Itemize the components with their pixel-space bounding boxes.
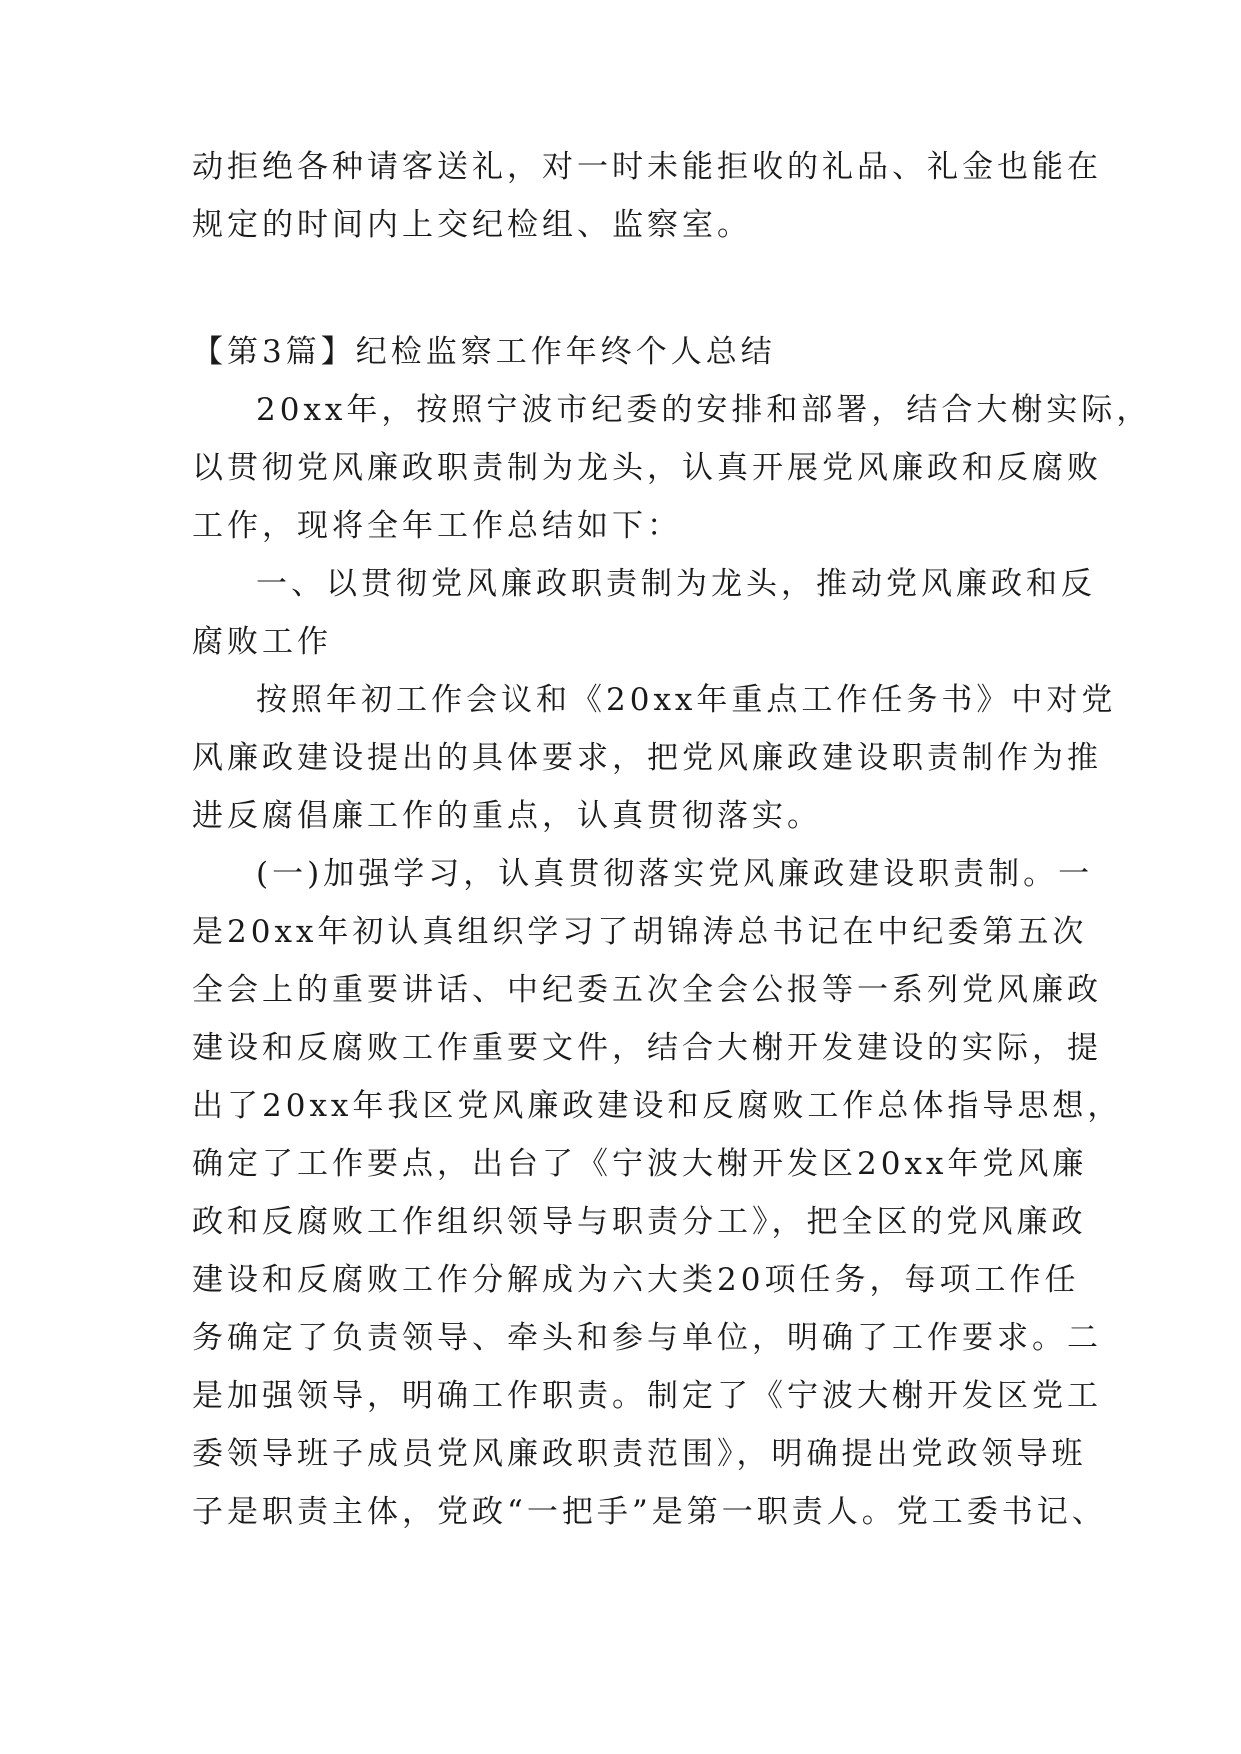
- paragraph-line: 规定的时间内上交纪检组、监察室。: [192, 207, 752, 243]
- subheading-line: 腐败工作: [192, 624, 332, 660]
- paragraph-line: 全会上的重要讲话、中纪委五次全会公报等一系列党风廉政: [192, 972, 1102, 1008]
- paragraph-line: 政和反腐败工作组织领导与职责分工》，把全区的党风廉政: [192, 1204, 1087, 1240]
- paragraph-line: (一)加强学习，认真贯彻落实党风廉政建设职责制。一: [256, 856, 1094, 892]
- paragraph-line: 是加强领导，明确工作职责。制定了《宁波大榭开发区党工: [192, 1378, 1102, 1414]
- paragraph-line: 出了20xx年我区党风廉政建设和反腐败工作总体指导思想，: [192, 1088, 1123, 1124]
- paragraph-line: 是20xx年初认真组织学习了胡锦涛总书记在中纪委第五次: [192, 914, 1088, 950]
- paragraph-line: 工作，现将全年工作总结如下：: [192, 508, 682, 544]
- paragraph-line: 风廉政建设提出的具体要求，把党风廉政建设职责制作为推: [192, 740, 1102, 776]
- paragraph-line: 建设和反腐败工作分解成为六大类20项任务，每项工作任: [192, 1262, 1080, 1298]
- paragraph-line: 动拒绝各种请客送礼，对一时未能拒收的礼品、礼金也能在: [192, 149, 1102, 185]
- paragraph-line: 进反腐倡廉工作的重点，认真贯彻落实。: [192, 798, 822, 834]
- subheading-line: 一、以贯彻党风廉政职责制为龙头，推动党风廉政和反: [256, 566, 1096, 602]
- paragraph-line: 建设和反腐败工作重要文件，结合大榭开发建设的实际，提: [192, 1030, 1102, 1066]
- section-heading: 【第3篇】纪检监察工作年终个人总结: [192, 334, 776, 370]
- paragraph-line: 确定了工作要点，出台了《宁波大榭开发区20xx年党风廉: [192, 1146, 1088, 1182]
- paragraph-line: 按照年初工作会议和《20xx年重点工作任务书》中对党: [256, 682, 1117, 718]
- paragraph-line: 子是职责主体，党政“一把手”是第一职责人。党工委书记、: [192, 1494, 1107, 1530]
- paragraph-line: 委领导班子成员党风廉政职责范围》，明确提出党政领导班: [192, 1436, 1087, 1472]
- paragraph-line: 20xx年，按照宁波市纪委的安排和部署，结合大榭实际，: [256, 392, 1152, 428]
- paragraph-line: 以贯彻党风廉政职责制为龙头，认真开展党风廉政和反腐败: [192, 450, 1102, 486]
- paragraph-line: 务确定了负责领导、牵头和参与单位，明确了工作要求。二: [192, 1320, 1102, 1356]
